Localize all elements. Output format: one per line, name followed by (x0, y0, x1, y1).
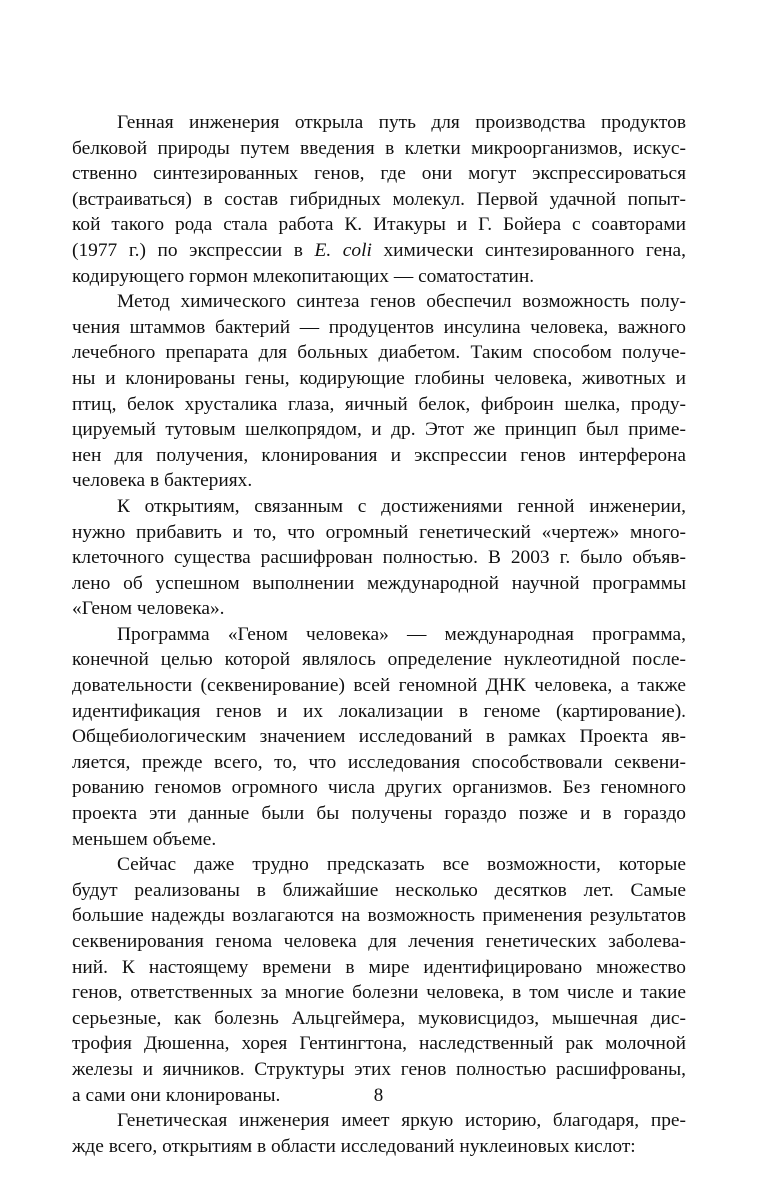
text-line: меньшем объеме. (72, 828, 217, 850)
text-line: проекта эти данные были бы получены гораздо позже и в гораздо (72, 803, 686, 825)
text-line-with-italic: (1977 г.) по экспрессии в E. coli химически синтезированного гена, (72, 239, 687, 261)
paragraph-4 (72, 622, 686, 852)
text-line: Генетическая инженерия имеет яркую историю, благодаря, пре- (117, 1110, 686, 1132)
text-line: К открытиям, связанным с достижениями генной инженерии, (117, 495, 686, 517)
text-line: ний. К настоящему времени в мире идентифицировано множество (72, 956, 686, 978)
paragraph-3 (72, 494, 686, 622)
paragraph-6 (72, 1108, 686, 1159)
page-body (72, 110, 686, 1159)
text-line: белковой природы путем введения в клетки микроорганизмов, искус- (72, 137, 686, 159)
text-line: будут реализованы в ближайшие несколько десятков лет. Самые (72, 879, 686, 901)
text-line: трофия Дюшенна, хорея Гентингтона, наследственный рак молочной (72, 1033, 686, 1055)
text-line: серьезные, как болезнь Альцгеймера, муковисцидоз, мышечная дис- (72, 1007, 686, 1029)
text-line: а сами они клонированы. (72, 1084, 281, 1106)
text-line: цируемый тутовым шелкопрядом, и др. Этот же принцип был приме- (72, 419, 686, 441)
text-line: довательности (секвенирование) всей геномной ДНК человека, а также (72, 675, 686, 697)
text-line: кодирующего гормон млекопитающих — соматостатин. (72, 265, 535, 287)
text-line: птиц, белок хрусталика глаза, яичный белок, фиброин шелка, проду- (72, 393, 686, 415)
text-line: Генная инженерия открыла путь для производства продуктов (117, 112, 686, 133)
text-line: Метод химического синтеза генов обеспечил возможность полу- (117, 291, 686, 313)
species-name: E. coli (314, 239, 372, 261)
text-line: рованию геномов огромного числа других организмов. Без геномного (72, 777, 686, 799)
text-line: «Геном человека». (72, 598, 225, 620)
paragraph-2 (72, 289, 686, 494)
text-line: Программа «Геном человека» — международная программа, (117, 623, 686, 645)
text-line: нужно прибавить и то, что огромный генетический «чертеж» много- (72, 521, 686, 543)
text-line: ственно синтезированных генов, где они могут экспрессироваться (72, 163, 686, 185)
text-line: секвенирования генома человека для лечения генетических заболева- (72, 931, 686, 952)
text-line: Сейчас даже трудно предсказать все возможности, которые (117, 854, 686, 876)
text-line: кой такого рода стала работа К. Итакуры и Г. Бойера с соавторами (72, 214, 686, 236)
text-line: лено об успешном выполнении международной научной программы (72, 572, 686, 594)
text-line: клеточного существа расшифрован полностью. В 2003 г. было объяв- (72, 547, 686, 569)
text-line: чения штаммов бактерий — продуцентов инсулина человека, важного (72, 316, 686, 338)
text-line: конечной целью которой являлось определение нуклеотидной после- (72, 649, 686, 671)
paragraph-5 (72, 852, 686, 1108)
text-line: идентификация генов и их локализации в геноме (картирование). (72, 700, 686, 722)
text-line: ляется, прежде всего, то, что исследования способствовали секвени- (72, 751, 686, 773)
text-line: жде всего, открытиям в области исследований нуклеиновых кислот: (72, 1135, 636, 1157)
paragraph-1 (72, 110, 686, 289)
page-number: 8 (373, 1085, 384, 1106)
text-line: Общебиологическим значением исследований в рамках Проекта яв- (72, 726, 686, 748)
text-line: ны и клонированы гены, кодирующие глобины человека, животных и (72, 367, 686, 389)
text-line: большие надежды возлагаются на возможность применения результатов (72, 905, 686, 927)
text-line: человека в бактериях. (72, 470, 253, 492)
text-line: генов, ответственных за многие болезни человека, в том числе и такие (72, 982, 686, 1004)
text-line: железы и яичников. Структуры этих генов полностью расшифрованы, (72, 1058, 686, 1080)
text-line: нен для получения, клонирования и экспрессии генов интерферона (72, 444, 686, 466)
text-line: (встраиваться) в состав гибридных молекул. Первой удачной попыт- (72, 188, 686, 210)
text-line: лечебного препарата для больных диабетом. Таким способом получе- (72, 342, 686, 364)
